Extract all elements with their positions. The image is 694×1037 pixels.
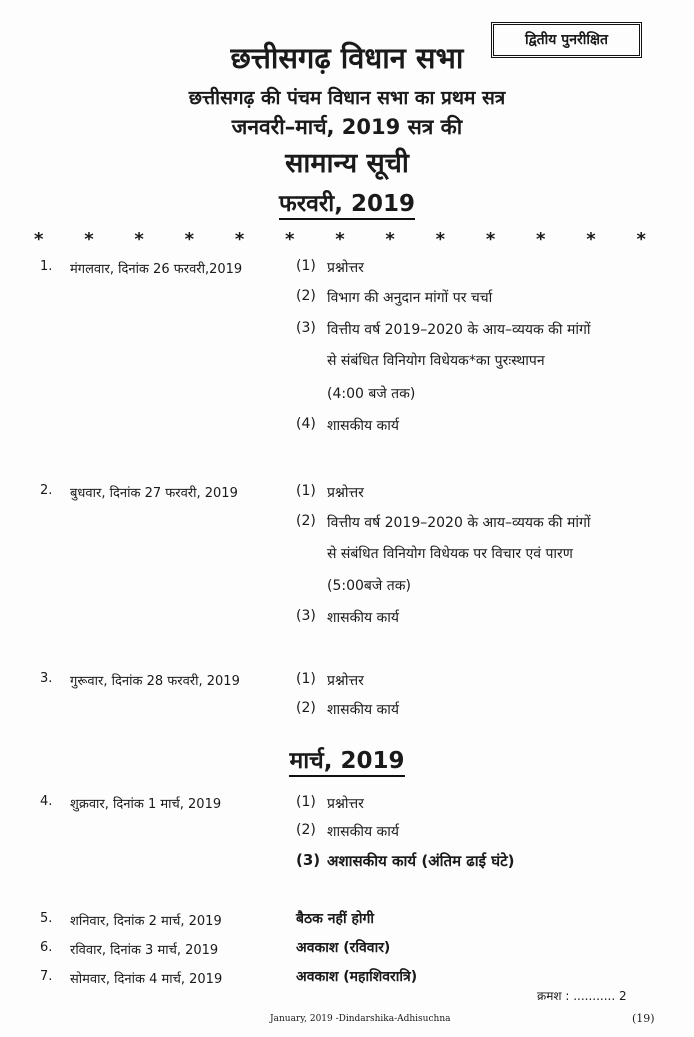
page-number: (19) bbox=[632, 1012, 655, 1025]
item-text-continued: (5:00बजे तक) bbox=[327, 578, 411, 594]
entry-note: अवकाश (महाशिवरात्रि) bbox=[296, 969, 418, 985]
item-number: (2) bbox=[296, 700, 316, 716]
star: * bbox=[485, 229, 496, 250]
entry-note: अवकाश (रविवार) bbox=[296, 940, 391, 956]
star: * bbox=[636, 229, 646, 250]
revision-badge: द्वितीय पुनरीक्षित bbox=[491, 22, 642, 58]
item-text: प्रश्नोत्तर bbox=[327, 260, 364, 276]
footer-text: January, 2019 -Dindarshika-Adhisuchna bbox=[270, 1014, 451, 1024]
item-number: (1) bbox=[296, 671, 316, 687]
month-heading-march: मार्च, 2019 bbox=[0, 743, 694, 775]
entry-number: 3. bbox=[40, 671, 53, 686]
item-number: (1) bbox=[296, 794, 316, 810]
entry-note: बैठक नहीं होगी bbox=[296, 911, 375, 927]
star-divider bbox=[34, 229, 646, 250]
star: * bbox=[234, 229, 245, 250]
item-text: विभाग की अनुदान मांगों पर चर्चा bbox=[327, 290, 493, 306]
month-heading-february: फरवरी, 2019 bbox=[0, 186, 694, 218]
session-line: छत्तीसगढ़ की पंचम विधान सभा का प्रथम सत्र bbox=[188, 87, 506, 109]
item-text-continued: (4:00 बजे तक) bbox=[327, 386, 416, 402]
star: * bbox=[385, 229, 395, 250]
entry-number: 4. bbox=[40, 794, 53, 809]
entry-number: 2. bbox=[40, 483, 53, 498]
session-period: जनवरी–मार्च, 2019 सत्र की bbox=[231, 115, 463, 139]
entry-number: 6. bbox=[40, 940, 53, 955]
item-text: शासकीय कार्य bbox=[327, 610, 400, 626]
item-text: वित्तीय वर्ष 2019–2020 के आय–व्ययक की मांगों bbox=[327, 322, 591, 338]
entry-date: मंगलवार, दिनांक 26 फरवरी,2019 bbox=[70, 262, 243, 277]
entry-number: 1. bbox=[40, 259, 53, 274]
entry-date: शुक्रवार, दिनांक 1 मार्च, 2019 bbox=[70, 797, 222, 812]
item-text-continued: से संबंधित विनियोग विधेयक*का पुरःस्थापन bbox=[327, 353, 545, 369]
entry-date: रविवार, दिनांक 3 मार्च, 2019 bbox=[70, 943, 219, 958]
star: * bbox=[335, 229, 345, 250]
item-number: (2) bbox=[296, 288, 316, 304]
entry-date: बुधवार, दिनांक 27 फरवरी, 2019 bbox=[70, 486, 238, 501]
item-number: (1) bbox=[296, 483, 316, 499]
star: * bbox=[34, 229, 44, 250]
star: * bbox=[435, 229, 446, 250]
item-number: (2) bbox=[296, 822, 316, 838]
continuation-marker: क्रमश : ........... 2 bbox=[537, 989, 627, 1003]
item-text: शासकीय कार्य bbox=[327, 702, 400, 718]
star: * bbox=[84, 229, 94, 250]
item-text: प्रश्नोत्तर bbox=[327, 485, 364, 501]
item-number: (3) bbox=[296, 320, 316, 336]
item-number: (1) bbox=[296, 258, 316, 274]
assembly-title: छत्तीसगढ़ विधान सभा bbox=[230, 41, 464, 75]
entry-date: शनिवार, दिनांक 2 मार्च, 2019 bbox=[70, 914, 222, 929]
entry-number: 5. bbox=[40, 911, 53, 926]
entry-date: गुरूवार, दिनांक 28 फरवरी, 2019 bbox=[70, 674, 240, 689]
item-number: (3) bbox=[296, 608, 316, 624]
item-number: (4) bbox=[296, 416, 316, 432]
star: * bbox=[586, 229, 596, 250]
item-text: अशासकीय कार्य (अंतिम ढाई घंटे) bbox=[327, 852, 515, 870]
item-text: प्रश्नोत्तर bbox=[327, 673, 364, 689]
item-text: शासकीय कार्य bbox=[327, 824, 400, 840]
item-text: वित्तीय वर्ष 2019–2020 के आय–व्ययक की मांगों bbox=[327, 515, 591, 531]
item-text: शासकीय कार्य bbox=[327, 418, 400, 434]
item-text-continued: से संबंधित विनियोग विधेयक पर विचार एवं पारण bbox=[327, 546, 573, 562]
item-number: (2) bbox=[296, 513, 316, 529]
star: * bbox=[536, 229, 546, 250]
entry-date: सोमवार, दिनांक 4 मार्च, 2019 bbox=[70, 972, 223, 987]
item-text: प्रश्नोत्तर bbox=[327, 796, 364, 812]
star: * bbox=[134, 229, 144, 250]
list-title: सामान्य सूची bbox=[285, 148, 409, 179]
entry-number: 7. bbox=[40, 969, 53, 984]
item-number: (3) bbox=[296, 851, 321, 869]
star: * bbox=[184, 229, 195, 250]
star: * bbox=[285, 229, 295, 250]
